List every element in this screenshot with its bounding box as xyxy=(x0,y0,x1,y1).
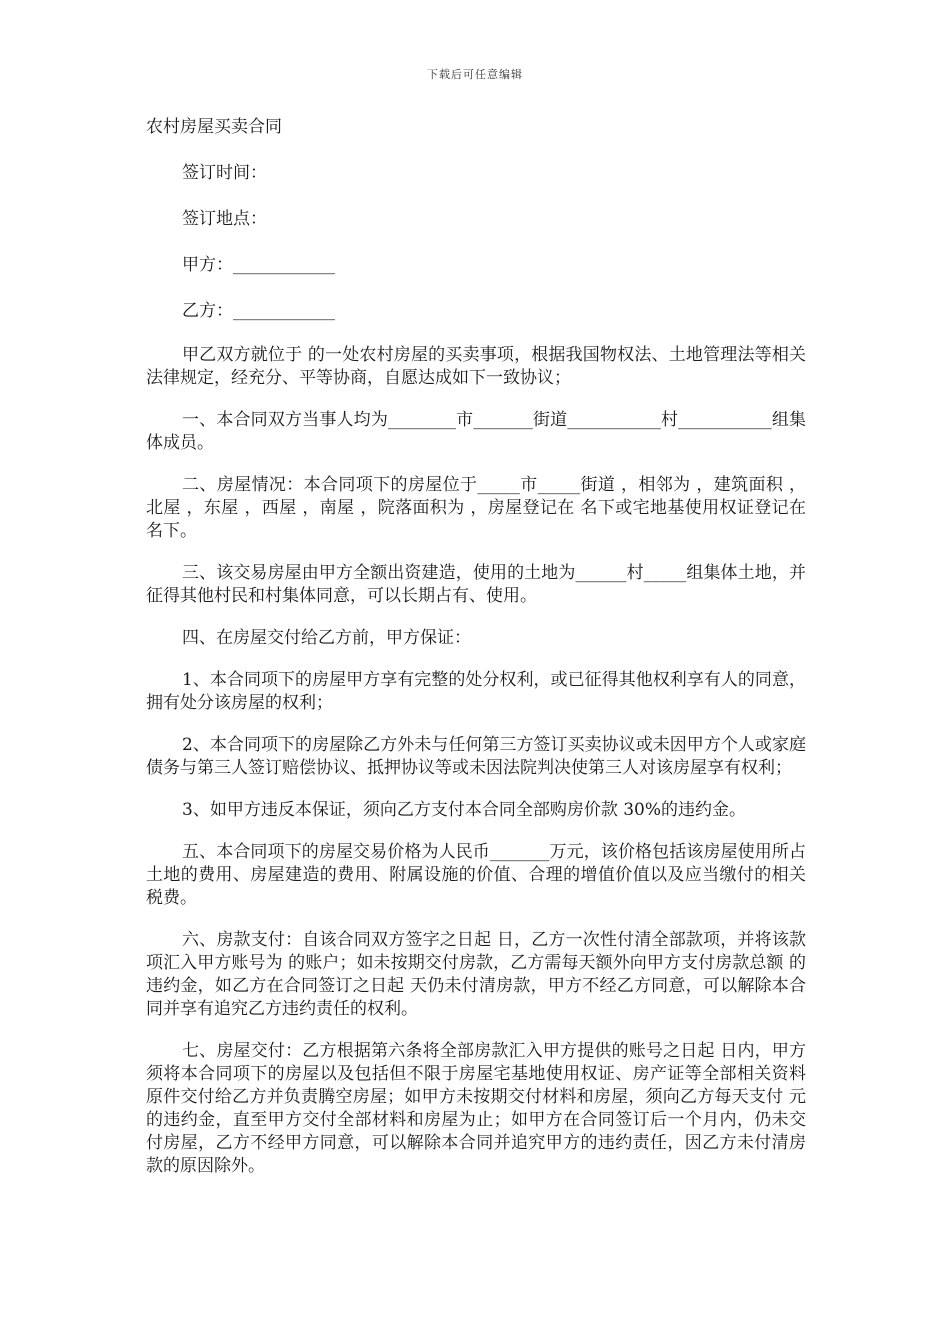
clause-4-item-3: 3、如甲方违反本保证，须向乙方支付本合同全部购房价款 30%的违约金。 xyxy=(182,800,747,820)
clause-1-paragraph: 一、本合同双方当事人均为________市_______街道___________村___________组集体成员。 xyxy=(146,410,806,453)
clause-4-item-1: 1、本合同项下的房屋甲方享有完整的处分权利，或已征得其他权利享有人的同意，拥有处分该房屋的权利； xyxy=(146,670,806,713)
page-header-note: 下载后可任意编辑 xyxy=(427,68,523,81)
clause-5-paragraph: 五、本合同项下的房屋交易价格为人民币_______万元，该价格包括该房屋使用所占土地的费用、房屋建造的费用、附属设施的价值、合理的增值价值以及应当缴付的相关税费。 xyxy=(146,842,806,908)
contract-document xyxy=(146,114,806,1197)
clause-7-paragraph: 七、房屋交付：乙方根据第六条将全部房款汇入甲方提供的账号之日起 日内，甲方须将本合同项下的房屋以及包括但不限于房屋宅基地使用权证、房产证等全部相关资料原件交付给乙方并负责腾空房屋；如甲方未按期交付材料和房屋，须向乙方每天支付 元的违约金，直至甲方交付全部材料和房屋为止；如甲方在合同签订后一个月内，仍未交付房屋，乙方不经甲方同意，可以解除本合同并追究甲方的违约责任，因乙方未付清房款的原因除外。 xyxy=(146,1041,806,1176)
party-a-field: 甲方：____________ xyxy=(182,255,335,275)
clause-4-item-2: 2、本合同项下的房屋除乙方外未与任何第三方签订买卖协议或未因甲方个人或家庭债务与第三人签订赔偿协议、抵押协议等或未因法院判决使第三人对该房屋享有权利； xyxy=(146,735,806,778)
clause-3-paragraph: 三、该交易房屋由甲方全额出资建造，使用的土地为______村_____组集体土地，并征得其他村民和村集体同意，可以长期占有、使用。 xyxy=(146,563,806,606)
clause-2-paragraph: 二、房屋情况：本合同项下的房屋位于_____市_____街道 ，相邻为 ，建筑面积 ，北屋 ，东屋 ，西屋 ，南屋 ，院落面积为 ，房屋登记在 名下或宅地基使用权证登记在 名下。 xyxy=(146,475,806,541)
clause-4-paragraph: 四、在房屋交付给乙方前，甲方保证： xyxy=(182,628,471,648)
signing-time-field: 签订时间： xyxy=(182,163,267,183)
clause-6-paragraph: 六、房款支付：自该合同双方签字之日起 日，乙方一次性付清全部款项，并将该款项汇入甲方账号为 的账户；如未按期交付房款，乙方需每天额外向甲方支付房款总额 的违约金，如乙方在合同签订之日起 天仍未付清房款，甲方不经乙方同意，可以解除本合同并享有追究乙方违约责任的权利。 xyxy=(146,930,806,1019)
contract-title: 农村房屋买卖合同 xyxy=(146,117,282,137)
signing-place-field: 签订地点： xyxy=(182,209,267,229)
party-b-field: 乙方：____________ xyxy=(182,301,335,321)
preamble-paragraph: 甲乙双方就位于 的一处农村房屋的买卖事项，根据我国物权法、土地管理法等相关法律规定，经充分、平等协商，自愿达成如下一致协议； xyxy=(146,345,806,388)
